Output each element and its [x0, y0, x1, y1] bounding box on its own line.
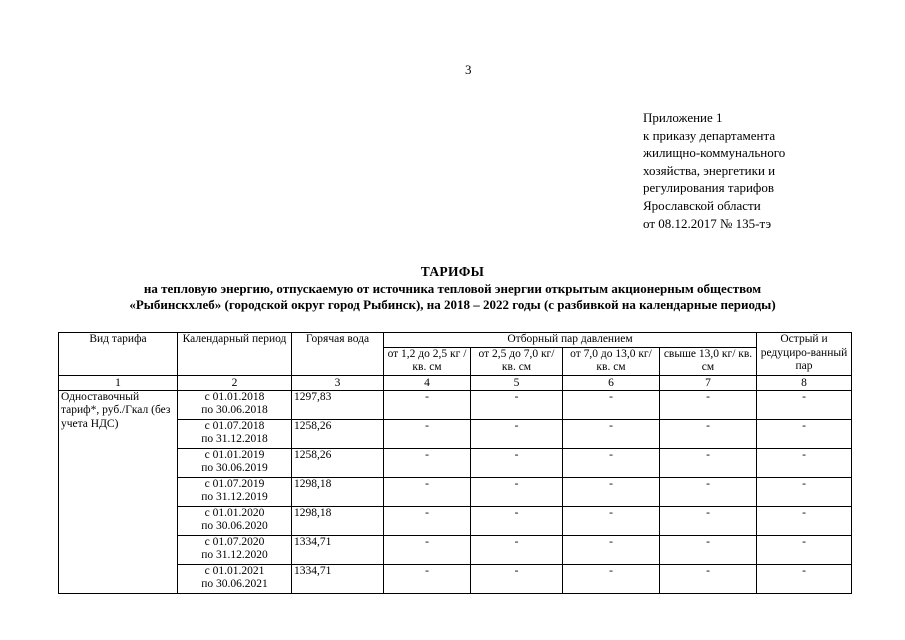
appendix-line: жилищно-коммунального: [643, 145, 786, 161]
period-cell: [178, 535, 292, 564]
period-cell: [178, 448, 292, 477]
steam-value-c7: -: [660, 448, 757, 477]
period-from: с 01.01.2020: [204, 506, 265, 519]
steam-value-c5: -: [471, 564, 563, 593]
period-to: по 30.06.2020: [201, 520, 268, 532]
steam-value-c6: -: [563, 477, 660, 506]
hot-water-value: 1297,83: [292, 390, 384, 419]
steam-value-c8: -: [757, 390, 852, 419]
steam-value-c8: -: [757, 419, 852, 448]
steam-value-c7: -: [660, 477, 757, 506]
title-line-1: на тепловую энергию, отпускаемую от источника тепловой энергии открытым акционерным обществом: [143, 280, 762, 296]
column-number: 8: [757, 375, 852, 390]
table-row: [59, 419, 852, 448]
steam-value-c4: -: [384, 564, 471, 593]
hot-water-value: 1258,26: [292, 419, 384, 448]
title-line-2: «Рыбинскхлеб» (городской округ город Рыбинск), на 2018 – 2022 годы (с разбивкой на календарные периоды): [129, 297, 776, 312]
appendix-block: [643, 109, 785, 232]
steam-value-c4: -: [384, 448, 471, 477]
table-row: [59, 506, 852, 535]
steam-value-c8: -: [757, 506, 852, 535]
period-cell: [178, 477, 292, 506]
steam-value-c5: -: [471, 477, 563, 506]
period-cell: [178, 564, 292, 593]
steam-value-c7: -: [660, 564, 757, 593]
title-main: ТАРИФЫ: [420, 264, 485, 279]
steam-value-c6: -: [563, 506, 660, 535]
period-from: с 01.07.2019: [204, 477, 265, 490]
steam-value-c6: -: [563, 535, 660, 564]
steam-value-c6: -: [563, 419, 660, 448]
column-number: 6: [563, 375, 660, 390]
steam-value-c4: -: [384, 419, 471, 448]
period-from: с 01.01.2021: [204, 564, 265, 577]
period-to: по 30.06.2021: [201, 578, 268, 590]
table-row: [59, 477, 852, 506]
table-row: [59, 448, 852, 477]
appendix-line: хозяйства, энергетики и: [643, 162, 776, 178]
header-steam-2: от 2,5 до 7,0 кг/ кв. см: [471, 347, 563, 375]
table-row: [59, 535, 852, 564]
steam-value-c6: -: [563, 390, 660, 419]
header-tariff-type: Вид тарифа: [59, 333, 178, 376]
tariff-name-cell: Одноставочный тариф*, руб./Гкал (без учета НДС): [59, 390, 178, 593]
steam-value-c7: -: [660, 506, 757, 535]
period-to: по 31.12.2019: [201, 491, 268, 503]
steam-value-c5: -: [471, 419, 563, 448]
period-cell: [178, 419, 292, 448]
appendix-line: Приложение 1: [643, 110, 723, 125]
column-number: 3: [292, 375, 384, 390]
header-sharp-steam: Острый и редуциро-ванный пар: [757, 333, 852, 376]
column-number: 2: [178, 375, 292, 390]
hot-water-value: 1334,71: [292, 564, 384, 593]
column-number: 5: [471, 375, 563, 390]
steam-value-c5: -: [471, 448, 563, 477]
steam-value-c7: -: [660, 535, 757, 564]
period-to: по 30.06.2019: [201, 462, 268, 474]
steam-value-c4: -: [384, 477, 471, 506]
steam-value-c4: -: [384, 535, 471, 564]
header-hot-water: Горячая вода: [292, 333, 384, 376]
steam-value-c6: -: [563, 448, 660, 477]
steam-value-c5: -: [471, 390, 563, 419]
period-cell: [178, 390, 292, 419]
page-number: 3: [465, 62, 472, 77]
header-steam-group: Отборный пар давлением: [384, 333, 757, 348]
header-steam-4: свыше 13,0 кг/ кв. см: [660, 347, 757, 375]
table-row: [59, 564, 852, 593]
steam-value-c7: -: [660, 390, 757, 419]
appendix-line: Ярославской области: [643, 197, 761, 213]
period-from: с 01.01.2019: [204, 448, 265, 461]
period-from: с 01.07.2018: [204, 419, 265, 432]
steam-value-c8: -: [757, 535, 852, 564]
column-number: 4: [384, 375, 471, 390]
column-number: 7: [660, 375, 757, 390]
period-to: по 31.12.2018: [201, 433, 268, 445]
header-period: Календарный период: [178, 333, 292, 376]
steam-value-c8: -: [757, 564, 852, 593]
steam-value-c7: -: [660, 419, 757, 448]
header-steam-1: от 1,2 до 2,5 кг /кв. см: [384, 347, 471, 375]
hot-water-value: 1298,18: [292, 506, 384, 535]
steam-value-c6: -: [563, 564, 660, 593]
period-from: с 01.07.2020: [204, 535, 265, 548]
column-number-row: [59, 375, 852, 390]
steam-value-c4: -: [384, 506, 471, 535]
appendix-line: регулирования тарифов: [643, 180, 774, 196]
steam-value-c8: -: [757, 477, 852, 506]
steam-value-c5: -: [471, 535, 563, 564]
hot-water-value: 1258,26: [292, 448, 384, 477]
header-row: [59, 333, 852, 348]
hot-water-value: 1334,71: [292, 535, 384, 564]
steam-value-c5: -: [471, 506, 563, 535]
period-cell: [178, 506, 292, 535]
table-row: [59, 390, 852, 419]
hot-water-value: 1298,18: [292, 477, 384, 506]
document-title: [0, 264, 905, 314]
period-from: с 01.01.2018: [204, 390, 265, 403]
column-number: 1: [59, 375, 178, 390]
appendix-line: от 08.12.2017 № 135-тэ: [643, 215, 772, 231]
tariffs-table: [58, 332, 852, 594]
appendix-line: к приказу департамента: [643, 127, 776, 143]
steam-value-c8: -: [757, 448, 852, 477]
header-steam-3: от 7,0 до 13,0 кг/ кв. см: [563, 347, 660, 375]
period-to: по 31.12.2020: [201, 549, 268, 561]
period-to: по 30.06.2018: [201, 404, 268, 416]
steam-value-c4: -: [384, 390, 471, 419]
